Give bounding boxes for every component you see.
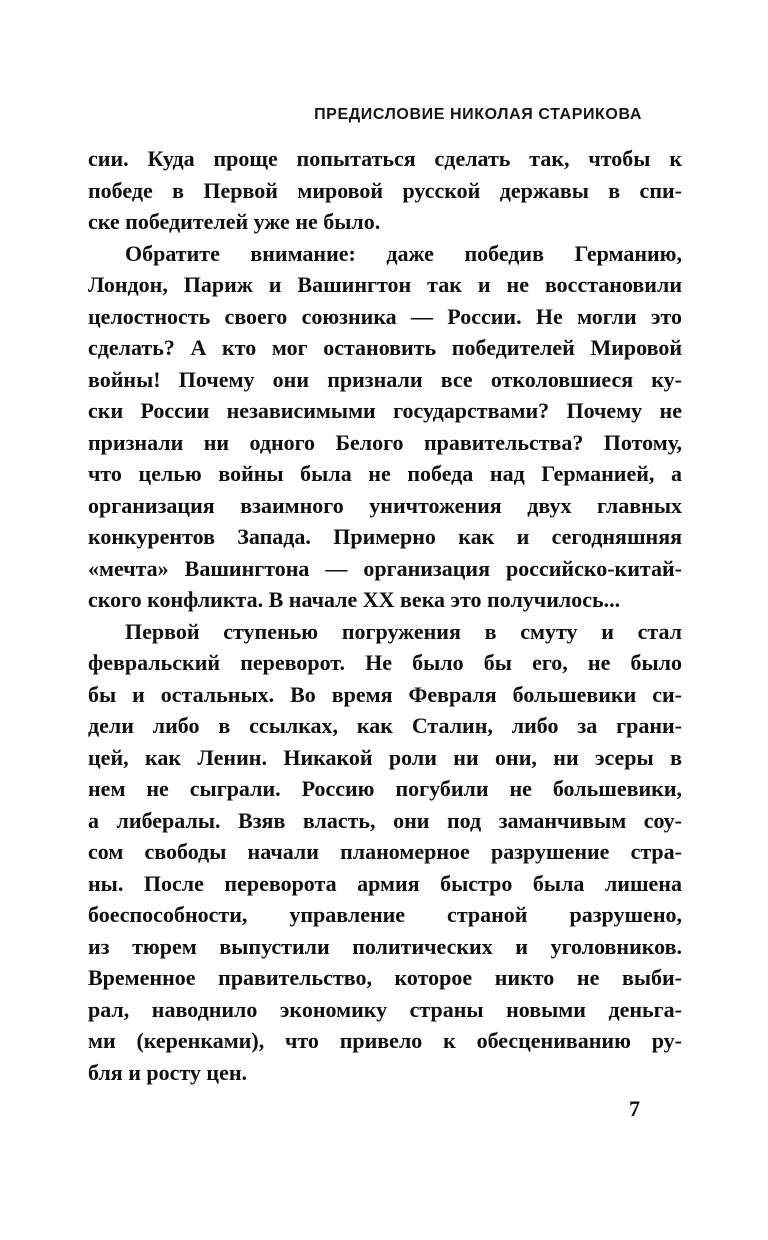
text-line: дели либо в ссылках, как Сталин, либо за грани-	[88, 713, 682, 738]
text-line: ны. После переворота армия быстро была лишена	[88, 870, 682, 896]
text-line: нем не сыграли. Россию погубили не большевики,	[88, 776, 682, 801]
text-line: а либералы. Взяв власть, они под заманчивым соу-	[88, 807, 682, 833]
text-line: ски России независимыми государствами? Почему не	[88, 398, 682, 423]
text-line: конкурентов Запада. Примерно как и сегодняшняя	[88, 524, 682, 549]
page-number: 7	[629, 1096, 640, 1121]
text-line: Лондон, Париж и Вашингтон так и не восстановили	[88, 272, 682, 297]
body-text	[88, 143, 682, 1088]
paragraph	[88, 616, 682, 1089]
text-line: организация взаимного уничтожения двух главных	[88, 492, 682, 518]
running-header: ПРЕДИСЛОВИЕ НИКОЛАЯ СТАРИКОВА	[314, 106, 642, 123]
text-line: сии. Куда проще попытаться сделать так, чтобы к	[88, 146, 682, 171]
text-line: признали ни одного Белого правительства? Потому,	[88, 429, 682, 455]
paragraph	[88, 238, 682, 616]
text-line: февральский переворот. Не было бы его, не было	[88, 650, 682, 675]
text-line: бля и росту цен.	[88, 1059, 248, 1085]
text-line: сделать? А кто мог остановить победителей Мировой	[88, 335, 682, 360]
text-line: рал, наводнило экономику страны новыми деньга-	[88, 996, 682, 1022]
text-line: ске победителей уже не было.	[88, 209, 381, 234]
text-line: Обратите внимание: даже победив Германию,	[125, 240, 682, 266]
text-line: ми (керенками), что привело к обесцениванию ру-	[88, 1028, 682, 1053]
text-line: войны! Почему они признали все отколовшиеся ку-	[88, 366, 682, 392]
text-line: сом свободы начали планомерное разрушение стра-	[88, 839, 682, 864]
text-line: ского конфликта. В начале XX века это получилось...	[88, 587, 621, 612]
text-line: «мечта» Вашингтона — организация российско-китай-	[88, 555, 682, 581]
text-line: что целью войны была не победа над Германией, а	[88, 461, 682, 486]
text-line: Первой ступенью погружения в смуту и стал	[125, 618, 682, 644]
paragraph	[88, 143, 682, 238]
text-line: Временное правительство, которое никто не выби-	[88, 965, 682, 990]
text-line: боеспособности, управление страной разрушено,	[88, 902, 682, 927]
text-line: из тюрем выпустили политических и уголовников.	[88, 933, 682, 959]
text-line: цей, как Ленин. Никакой роли ни они, ни эсеры в	[88, 744, 682, 770]
text-line: бы и остальных. Во время Февраля большевики си-	[88, 681, 682, 707]
text-line: целостность своего союзника — России. Не могли это	[88, 303, 682, 329]
text-line: победе в Первой мировой русской державы в спи-	[88, 177, 682, 203]
